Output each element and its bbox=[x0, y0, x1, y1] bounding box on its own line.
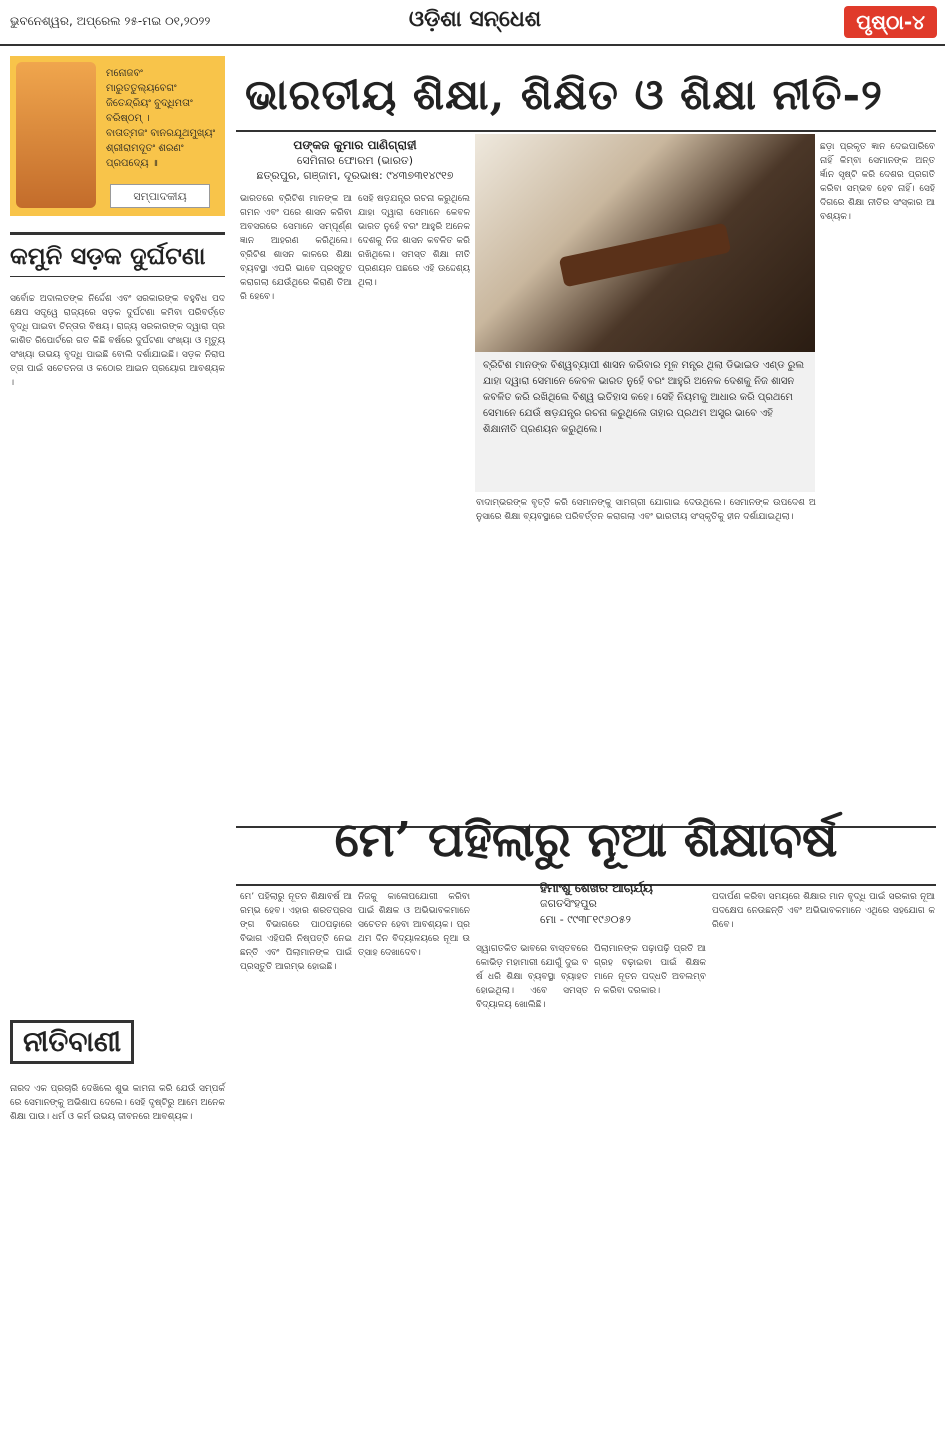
nitibani-body: ନାରଦ ଏକ ପ୍ରଚାରି ଦେଖିଲେ ଶୁଭ କାମନା କରି ଯେଉଁ ସମ୍ପର୍କରେ ସେମାନଙ୍କୁ ଅଭିଶାପ ଦେଲେ। ସେହି ଦୃଷ୍ଟିରୁ ଆମେ ଅନେକ ଶିକ୍ଷା ପାଉ। ଧର୍ମ ଓ କର୍ମ ଉଭୟ ଜୀବନରେ ଆବଶ୍ୟକ। bbox=[10, 1084, 225, 1122]
page-number-badge: ପୃଷ୍ଠା-୪ bbox=[844, 6, 937, 38]
verse-line: ପ୍ରପଦ୍ୟେ ॥ bbox=[106, 158, 158, 169]
author-affiliation: ସେମିନାର ଫୋରମ (ଭାରତ) bbox=[296, 154, 414, 167]
verse-line: ମାରୁତତୁଲ୍ୟବେଗଂ bbox=[106, 83, 177, 94]
article1-title: ଭାରତୀୟ ଶିକ୍ଷା, ଶିକ୍ଷିତ ଓ ଶିକ୍ଷା ନୀତି-୨ bbox=[245, 70, 883, 119]
verse-line: ଜିତେନ୍ଦ୍ରିୟଂ ବୁଦ୍ଧିମତାଂ bbox=[106, 98, 193, 109]
hanuman-image bbox=[16, 62, 96, 208]
article2-column-1: ମେ’ ପହିଲାରୁ ନୂତନ ଶିକ୍ଷାବର୍ଷ ଆରମ୍ଭ ହେବ। ଏହାର ଶରତପ୍ରସଙ୍ଗ ବିଭାଗରେ ପାଠପଢ଼ାରେ ବିଭାଗ ଏହିପରି ନିଷ୍ପତ୍ତି ନେଇଛନ୍ତି ଏବଂ ପିଲାମାନଙ୍କ ପାଇଁ ପ୍ରସ୍ତୁତି ଆରମ୍ଭ ହୋଇଛି। bbox=[240, 892, 352, 972]
article2-byline bbox=[540, 880, 730, 928]
verse-line: ବରିଷ୍ଠମ୍ । bbox=[106, 113, 150, 124]
verse-line: ଶ୍ରୀରାମଦୂତଂ ଶରଣଂ bbox=[106, 143, 184, 154]
article1-column-4: ଛଡ଼ା ପ୍ରକୃତ ଜ୍ଞାନ ଦେଇପାରିବେ ନାହିଁ କିମ୍ବା ସେମାନଙ୍କ ଅନ୍ତର୍ଜ୍ଞାନ ସୃଷ୍ଟି କରି ଦେଶର ପ୍ରଗତି କରିବା ସମ୍ଭବ ହେବ ନାହିଁ। ସେହି ଦିଗରେ ଶିକ୍ଷା ନୀତିର ସଂସ୍କାର ଆବଶ୍ୟକ। bbox=[820, 142, 935, 222]
author-name: ହିମାଂଶୁ ଶେଖର ଆଚାର୍ଯ୍ୟ bbox=[540, 881, 653, 895]
photo-caption: ବ୍ରିଟିଶ ମାନଙ୍କ ବିଶ୍ୱବ୍ୟାପୀ ଶାସନ କରିବାର ମୂଳ ମନ୍ତ୍ର ଥିଲା ଡିଭାଇଡ ଏଣ୍ଡ ରୁଲ ଯାହା ଦ୍ୱାରା ସେମାନେ କେବଳ ଭାରତ ନୁହେଁ ବରଂ ଆହୁରି ଅନେକ ଦେଶକୁ ନିଜ ଶାସନ କବଳିତ କରି ରଖିଥିଲେ ବିଶ୍ୱ ଇତିହାସ କହେ। ସେହି ନିୟମକୁ ଆଧାର କରି ପ୍ରଥମେ ସେମାନେ ଯେଉଁ ଷଡ଼ଯନ୍ତ୍ର ରଚନା କରୁଥିଲେ ତାହାର ପ୍ରଥମ ଅସ୍ତ୍ର ଭାବେ ଏହି ଶିକ୍ଷାନୀତି ପ୍ରଣୟନ କରୁଥିଲେ। bbox=[475, 352, 815, 492]
accident-title: କମୁନି ସଡ଼କ ଦୁର୍ଘଟଣା bbox=[10, 232, 225, 277]
article2-column-2: ନିଜକୁ କାଳୋପଯୋଗୀ କରିବା ପାଇଁ ଶିକ୍ଷକ ଓ ଅଭିଭାବକମାନେ ସଚେତନ ହେବା ଆବଶ୍ୟକ। ପ୍ରଥମ ଦିନ ବିଦ୍ୟାଳୟରେ ନୂଆ ଉତ୍ସାହ ଦେଖାଦେବ। bbox=[358, 892, 470, 958]
accident-body: ସର୍ବୋଚ୍ଚ ଅଦାଲତଙ୍କ ନିର୍ଦ୍ଦେଶ ଏବଂ ସରକାରଙ୍କ ବହୁବିଧ ପଦକ୍ଷେପ ସତ୍ତ୍ୱେ ରାଜ୍ୟରେ ସଡ଼କ ଦୁର୍ଘଟଣା କମିବା ପରିବର୍ତ୍ତେ ବୃଦ୍ଧି ପାଇବା ଚିନ୍ତାର ବିଷୟ। ରାଜ୍ୟ ସରକାରଙ୍କ ଦ୍ୱାରା ପ୍ରକାଶିତ ରିପୋର୍ଟରେ ଗତ କିଛି ବର୍ଷରେ ଦୁର୍ଘଟଣା ସଂଖ୍ୟା ଓ ମୃତ୍ୟୁ ସଂଖ୍ୟା ଉଭୟ ବୃଦ୍ଧି ପାଇଛି ବୋଲି ଦର୍ଶାଯାଇଛି। ସଡ଼କ ନିରାପତ୍ତା ପାଇଁ ସଚେତନତା ଓ କଠୋର ଆଇନ ପ୍ରୟୋଗ ଆବଶ୍ୟକ। bbox=[10, 294, 225, 388]
verse-line: ମନୋଜବଂ bbox=[106, 68, 143, 79]
author-place: ଜଗତସିଂହପୁର bbox=[540, 897, 597, 910]
masthead: ଓଡ଼ିଶା ସନ୍ଧେଶ bbox=[408, 6, 542, 32]
article2-column-3: ସ୍ୱାଗତକିତ ଭାବରେ ବାସ୍ତବରେ କୋଭିଡ଼ ମହାମାରୀ ଯୋଗୁଁ ଦୁଇ ବର୍ଷ ଧରି ଶିକ୍ଷା ବ୍ୟବସ୍ଥା ବ୍ୟାହତ ହୋଇଥିଲା। ଏବେ ସମସ୍ତ ବିଦ୍ୟାଳୟ ଖୋଲିଛି। bbox=[476, 944, 588, 1010]
author-contact: ଛତ୍ରପୁର, ଗଞ୍ଜାମ, ଦୂରଭାଷ: ୯୪୩୭୩୧୪୯୧୭ bbox=[256, 169, 454, 182]
verse-line: ବାତାତ୍ମଜଂ ବାନରଯୂଥମୁଖ୍ୟଂ bbox=[106, 128, 216, 139]
author-name: ପଙ୍କଜ କୁମାର ପାଣିଗ୍ରାହୀ bbox=[293, 138, 417, 152]
thought-box bbox=[10, 56, 225, 216]
author-phone: ମୋ - ୯୯୩୮୧୯୬୦୫୨ bbox=[540, 913, 631, 926]
editorial-badge: ସମ୍ପାଦକୀୟ bbox=[110, 184, 210, 208]
article2-column-4: ପିଲାମାନଙ୍କ ପଢ଼ାପଢ଼ି ପ୍ରତି ଆଗ୍ରହ ବଢ଼ାଇବା ପାଇଁ ଶିକ୍ଷକମାନେ ନୂତନ ପଦ୍ଧତି ଅବଲମ୍ବନ କରିବା ଦରକାର। bbox=[594, 944, 706, 996]
article1-byline bbox=[240, 138, 470, 183]
title-divider bbox=[236, 130, 936, 132]
article1-column-1: ଭାରତରେ ବ୍ରିଟିଶ ମାନଙ୍କ ଆଗମନ ଏବଂ ପରେ ଶାସନ କରିବା ଅବସରରେ ସେମାନେ ସମ୍ପୂର୍ଣ୍ଣ ଜ୍ଞାନ ଆହରଣ କରିଥିଲେ। ବ୍ରିଟିଶ ଶାସନ କାଳରେ ଶିକ୍ଷା ବ୍ୟବସ୍ଥା ଏପରି ଭାବେ ପ୍ରସ୍ତୁତ କରାଗଲା ଯେଉଁଥିରେ କିରାଣି ତିଆରି ହେବେ। bbox=[240, 194, 352, 302]
article2-column-5: ପଦାର୍ପଣ କରିବା ସମୟରେ ଶିକ୍ଷାର ମାନ ବୃଦ୍ଧି ପାଇଁ ସରକାର ନୂଆ ପଦକ୍ଷେପ ନେଉଛନ୍ତି ଏବଂ ଅଭିଭାବକମାନେ ଏଥିରେ ସହଯୋଗ କରିବେ। bbox=[712, 892, 935, 930]
article2-title: ମେ’ ପହିଲାରୁ ନୂଆ ଶିକ୍ଷାବର୍ଷ bbox=[334, 812, 838, 868]
article1-column-3: ବାଦାମ୍ଭରଙ୍କ ବୃତ୍ତି କରି ସେମାନଙ୍କୁ ସାମଗ୍ରୀ ଯୋଗାଇ ଦେଉଥିଲେ। ସେମାନଙ୍କ ଉପଦେଶ ଅନୁସାରେ ଶିକ୍ଷା ବ୍ୟବସ୍ଥାରେ ପରିବର୍ତ୍ତନ କରାଗଲା ଏବଂ ଭାରତୀୟ ସଂସ୍କୃତିକୁ ହୀନ ଦର୍ଶାଯାଇଥିଲା। bbox=[476, 498, 816, 522]
dateline: ଭୁବନେଶ୍ୱର, ଅପ୍ରେଲ ୨୫-ମଇ ୦୧,୨୦୨୨ bbox=[10, 14, 211, 28]
article1-column-2: ସେହି ଷଡ଼ଯନ୍ତ୍ର ରଚନା କରୁଥିଲେ ଯାହା ଦ୍ୱାରା ସେମାନେ କେବଳ ଭାରତ ନୁହେଁ ବରଂ ଆହୁରି ଅନେକ ଦେଶକୁ ନିଜ ଶାସନ କବଳିତ କରି ରଖିଥିଲେ। ସମସ୍ତ ଶିକ୍ଷା ନୀତି ପ୍ରଣୟନ ପଛରେ ଏହି ଉଦ୍ଦେଶ୍ୟ ଥିଲା। bbox=[358, 194, 470, 288]
thought-verse bbox=[106, 66, 221, 171]
nitibani-title: ନୀତିବାଣୀ bbox=[10, 1020, 134, 1064]
